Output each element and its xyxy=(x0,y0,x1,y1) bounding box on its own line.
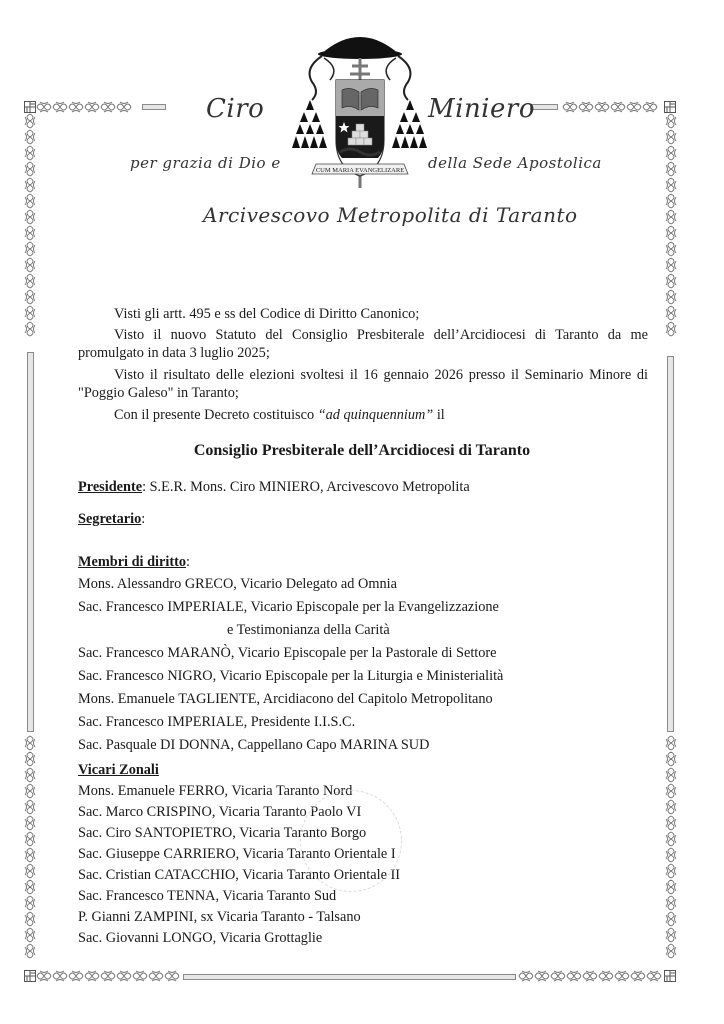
chain-link-icon xyxy=(100,99,116,115)
corner-ornament-bottom-left-icon xyxy=(24,970,36,982)
chain-link-icon xyxy=(164,968,180,984)
vicari-zonali-heading xyxy=(78,762,159,779)
chain-link-icon xyxy=(22,289,38,305)
chain-link-icon xyxy=(663,751,679,767)
chain-link-icon xyxy=(22,735,38,751)
chain-link-icon xyxy=(148,968,164,984)
decree-intro-end: il xyxy=(433,407,445,423)
coat-of-arms-icon xyxy=(290,28,430,188)
border-chain-bottom-left xyxy=(36,968,181,984)
chain-link-icon xyxy=(642,99,658,115)
corner-ornament-top-left-icon xyxy=(24,101,36,113)
chain-link-icon xyxy=(22,879,38,895)
chain-link-icon xyxy=(594,99,610,115)
membri-di-diritto-heading xyxy=(78,554,190,571)
chain-link-icon xyxy=(562,99,578,115)
chain-link-icon xyxy=(663,815,679,831)
chain-link-icon xyxy=(663,177,679,193)
chain-link-icon xyxy=(663,161,679,177)
chain-link-icon xyxy=(22,113,38,129)
chain-link-icon xyxy=(22,799,38,815)
chain-link-icon xyxy=(663,879,679,895)
vicari-zonali-label: Vicari Zonali xyxy=(78,762,159,778)
chain-link-icon xyxy=(663,145,679,161)
list-item: Sac. Francesco TENNA, Vicaria Taranto Sud xyxy=(78,888,337,904)
chain-link-icon xyxy=(36,968,52,984)
chain-link-icon xyxy=(582,968,598,984)
chain-link-icon xyxy=(550,968,566,984)
chain-link-icon xyxy=(663,193,679,209)
list-item: Sac. Pasquale DI DONNA, Cappellano Capo MARINA SUD xyxy=(78,737,430,753)
chain-link-icon xyxy=(614,968,630,984)
list-item-continuation: e Testimonianza della Carità xyxy=(227,622,390,638)
corner-ornament-bottom-right-icon xyxy=(664,970,676,982)
chain-link-icon xyxy=(22,943,38,959)
chain-link-icon xyxy=(22,225,38,241)
chain-link-icon xyxy=(22,161,38,177)
chain-link-icon xyxy=(663,799,679,815)
chain-link-icon xyxy=(663,113,679,129)
bishop-last-name: Miniero xyxy=(428,94,535,124)
border-chain-top-left xyxy=(36,99,136,115)
coat-of-arms-motto: CUM MARIA EVANGELIZARE xyxy=(315,167,405,174)
chain-link-icon xyxy=(663,257,679,273)
border-chain-bottom-right xyxy=(518,968,664,984)
membri-di-diritto-suffix: : xyxy=(186,554,190,570)
preamble-line-2: Visto il nuovo Statuto del Consiglio Presbiterale dell’Arcidiocesi di Taranto da me promulgato in data 3 luglio 2025; xyxy=(78,327,648,361)
letterhead-line-left: per grazia di Dio e xyxy=(130,154,281,172)
border-chain-left-lower xyxy=(22,735,38,970)
list-item: Mons. Alessandro GRECO, Vicario Delegato ad Omnia xyxy=(78,576,397,592)
chain-link-icon xyxy=(22,863,38,879)
segretario-value: : xyxy=(141,511,146,527)
chain-link-icon xyxy=(116,99,132,115)
border-bar-top-left xyxy=(142,104,166,110)
chain-link-icon xyxy=(52,99,68,115)
membri-di-diritto-label: Membri di diritto xyxy=(78,554,187,570)
chain-link-icon xyxy=(663,927,679,943)
chain-link-icon xyxy=(22,129,38,145)
chain-link-icon xyxy=(663,209,679,225)
chain-link-icon xyxy=(663,241,679,257)
chain-link-icon xyxy=(22,911,38,927)
chain-link-icon xyxy=(22,305,38,321)
corner-ornament-top-right-icon xyxy=(664,101,676,113)
faint-stamp-icon xyxy=(300,790,402,892)
bishop-title: Arcivescovo Metropolita di Taranto xyxy=(203,203,578,227)
chain-link-icon xyxy=(663,863,679,879)
chain-link-icon xyxy=(22,145,38,161)
chain-link-icon xyxy=(68,968,84,984)
list-item: Sac. Giuseppe CARRIERO, Vicaria Taranto Orientale I xyxy=(78,846,396,862)
chain-link-icon xyxy=(630,968,646,984)
chain-link-icon xyxy=(22,751,38,767)
chain-link-icon xyxy=(22,321,38,337)
list-item: Sac. Francesco IMPERIALE, Vicario Episcopale per la Evangelizzazione xyxy=(78,599,499,615)
chain-link-icon xyxy=(84,968,100,984)
chain-link-icon xyxy=(663,783,679,799)
border-bar-left xyxy=(27,352,34,732)
chain-link-icon xyxy=(22,831,38,847)
border-bar-right xyxy=(667,356,674,732)
chain-link-icon xyxy=(52,968,68,984)
decree-intro-text: Con il presente Decreto costituisco xyxy=(114,407,318,423)
border-chain-right-upper xyxy=(663,113,679,353)
preamble-line-3: Visto il risultato delle elezioni svoltesi il 16 gennaio 2026 presso il Seminario Minore di "Poggio Galeso" in Taranto; xyxy=(78,367,648,401)
chain-link-icon xyxy=(22,193,38,209)
presidente-row xyxy=(78,479,470,496)
chain-link-icon xyxy=(22,895,38,911)
list-item: Mons. Emanuele TAGLIENTE, Arcidiacono del Capitolo Metropolitano xyxy=(78,691,493,707)
chain-link-icon xyxy=(22,177,38,193)
list-item: Sac. Francesco NIGRO, Vicario Episcopale per la Liturgia e Ministerialità xyxy=(78,668,504,684)
border-chain-left-upper xyxy=(22,113,38,350)
border-bar-bottom xyxy=(183,974,516,980)
chain-link-icon xyxy=(36,99,52,115)
presidente-label: Presidente xyxy=(78,479,143,495)
chain-link-icon xyxy=(663,321,679,337)
border-chain-top-right xyxy=(562,99,664,115)
chain-link-icon xyxy=(22,927,38,943)
chain-link-icon xyxy=(22,847,38,863)
chain-link-icon xyxy=(100,968,116,984)
chain-link-icon xyxy=(84,99,100,115)
chain-link-icon xyxy=(663,735,679,751)
chain-link-icon xyxy=(663,831,679,847)
list-item: Sac. Cristian CATACCHIO, Vicaria Taranto Orientale II xyxy=(78,867,401,883)
list-item: Sac. Marco CRISPINO, Vicaria Taranto Paolo VI xyxy=(78,804,362,820)
list-item: Sac. Francesco MARANÒ, Vicario Episcopale per la Pastorale di Settore xyxy=(78,645,497,661)
chain-link-icon xyxy=(22,767,38,783)
preamble-line-1: Visti gli artt. 495 e ss del Codice di Diritto Canonico; xyxy=(114,306,420,322)
presidente-value: : S.E.R. Mons. Ciro MINIERO, Arcivescovo Metropolita xyxy=(142,479,470,495)
chain-link-icon xyxy=(663,943,679,959)
list-item: Sac. Ciro SANTOPIETRO, Vicaria Taranto Borgo xyxy=(78,825,367,841)
border-chain-right-lower xyxy=(663,735,679,970)
chain-link-icon xyxy=(578,99,594,115)
chain-link-icon xyxy=(663,767,679,783)
chain-link-icon xyxy=(22,257,38,273)
chain-link-icon xyxy=(116,968,132,984)
council-title: Consiglio Presbiterale dell’Arcidiocesi di Taranto xyxy=(193,442,531,459)
chain-link-icon xyxy=(610,99,626,115)
list-item: Sac. Giovanni LONGO, Vicaria Grottaglie xyxy=(78,930,323,946)
chain-link-icon xyxy=(663,273,679,289)
segretario-row xyxy=(78,511,145,528)
chain-link-icon xyxy=(566,968,582,984)
chain-link-icon xyxy=(132,968,148,984)
chain-link-icon xyxy=(663,911,679,927)
segretario-label: Segretario xyxy=(78,511,142,527)
bishop-first-name: Ciro xyxy=(206,94,265,124)
chain-link-icon xyxy=(22,815,38,831)
list-item: P. Gianni ZAMPINI, sx Vicaria Taranto - Talsano xyxy=(78,909,361,925)
chain-link-icon xyxy=(518,968,534,984)
chain-link-icon xyxy=(663,129,679,145)
letterhead-line-right: della Sede Apostolica xyxy=(428,154,602,172)
chain-link-icon xyxy=(68,99,84,115)
chain-link-icon xyxy=(663,305,679,321)
chain-link-icon xyxy=(646,968,662,984)
chain-link-icon xyxy=(22,783,38,799)
chain-link-icon xyxy=(22,241,38,257)
list-item: Mons. Emanuele FERRO, Vicaria Taranto Nord xyxy=(78,783,353,799)
chain-link-icon xyxy=(663,847,679,863)
chain-link-icon xyxy=(22,209,38,225)
decree-intro xyxy=(78,406,648,424)
list-item: Sac. Francesco IMPERIALE, Presidente I.I.S.C. xyxy=(78,714,356,730)
chain-link-icon xyxy=(534,968,550,984)
chain-link-icon xyxy=(626,99,642,115)
chain-link-icon xyxy=(663,289,679,305)
decree-intro-latin: “ad quinquennium” xyxy=(317,407,434,423)
chain-link-icon xyxy=(663,225,679,241)
chain-link-icon xyxy=(22,273,38,289)
chain-link-icon xyxy=(598,968,614,984)
chain-link-icon xyxy=(663,895,679,911)
